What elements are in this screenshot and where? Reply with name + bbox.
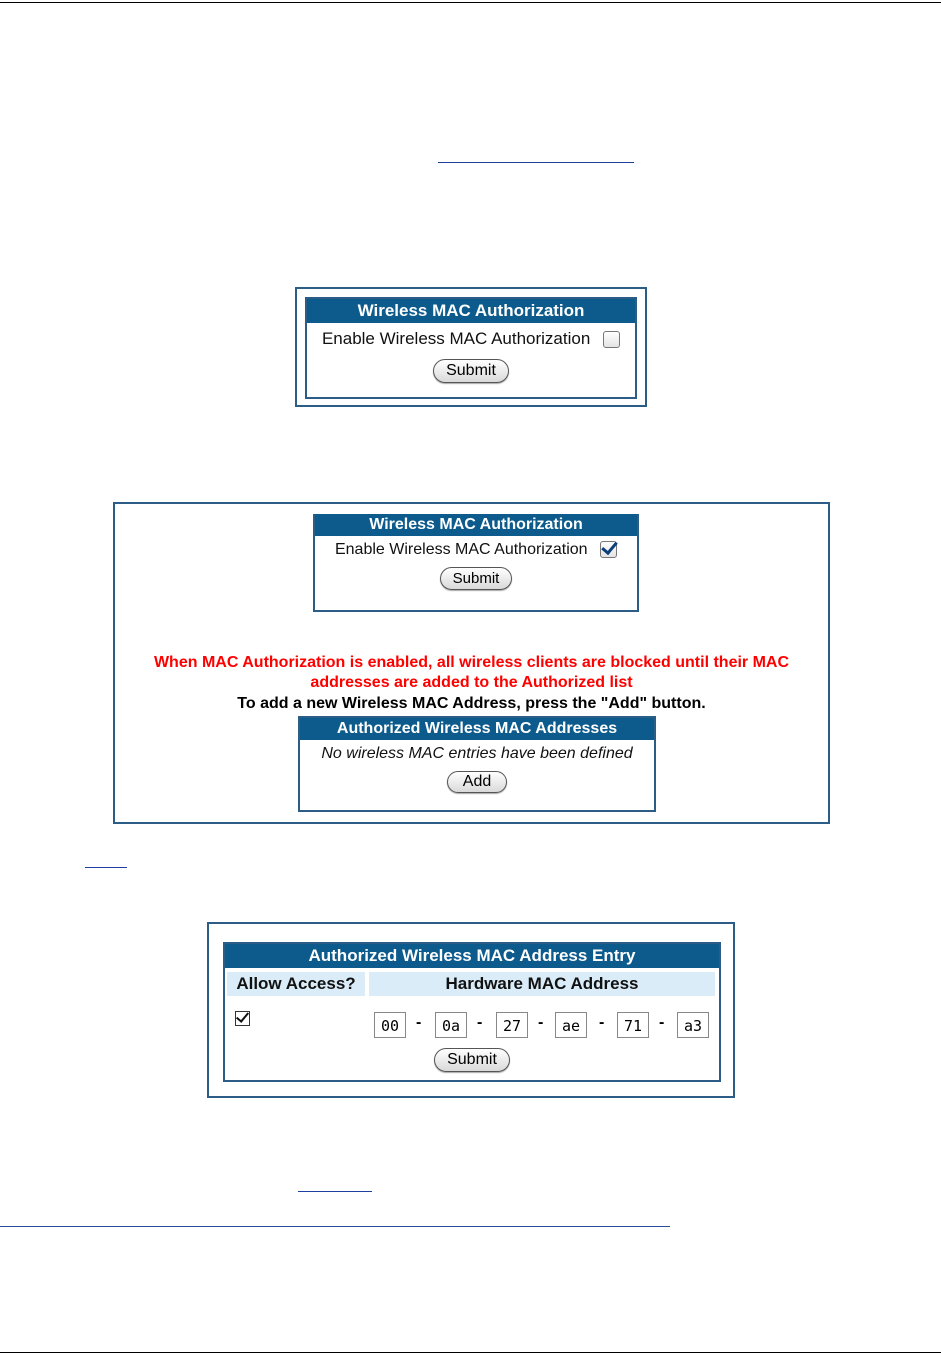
mac-octet-5[interactable]: 71	[617, 1012, 649, 1038]
submit-row	[225, 1048, 719, 1072]
allow-access-header: Allow Access?	[227, 972, 365, 996]
mac-auth-panel	[305, 297, 637, 399]
mac-entry-panel	[223, 942, 721, 1082]
submit-button[interactable]: Submit	[434, 1048, 510, 1072]
submit-button[interactable]: Submit	[433, 359, 509, 383]
panel-title: Wireless MAC Authorization	[307, 299, 635, 323]
add-button[interactable]: Add	[447, 771, 507, 793]
list-title: Authorized Wireless MAC Addresses	[300, 718, 654, 740]
empty-message: No wireless MAC entries have been defined	[321, 745, 633, 762]
bottom-rule	[0, 1352, 941, 1353]
section-underline	[0, 1226, 670, 1227]
link-underline-2[interactable]	[85, 867, 127, 868]
submit-button[interactable]: Submit	[440, 567, 513, 590]
mac-separator: -	[659, 1014, 665, 1031]
enable-label: Enable Wireless MAC Authorization	[334, 541, 588, 558]
authorized-list-panel	[298, 716, 656, 812]
enable-checkbox[interactable]	[600, 541, 617, 558]
mac-separator: -	[599, 1014, 605, 1031]
submit-row	[307, 359, 635, 383]
mac-octet-3[interactable]: 27	[496, 1012, 528, 1038]
panel-title: Authorized Wireless MAC Address Entry	[225, 944, 719, 968]
enable-checkbox[interactable]	[603, 331, 620, 348]
mac-octet-4[interactable]: ae	[555, 1012, 587, 1038]
hardware-mac-header: Hardware MAC Address	[369, 972, 715, 996]
screenshot-frame-entry	[207, 922, 735, 1098]
panel-title: Wireless MAC Authorization	[315, 514, 637, 536]
warning-line-1: When MAC Authorization is enabled, all wireless clients are blocked until their MAC	[153, 654, 790, 671]
mac-separator: -	[477, 1014, 483, 1031]
warning-line-2: addresses are added to the Authorized list	[310, 674, 633, 691]
submit-row	[315, 567, 637, 590]
mac-octet-2[interactable]: 0a	[435, 1012, 467, 1038]
mac-separator: -	[538, 1014, 544, 1031]
mac-separator: -	[416, 1014, 422, 1031]
allow-access-checkbox[interactable]	[235, 1011, 250, 1026]
mac-octet-6[interactable]: a3	[677, 1012, 709, 1038]
mac-octet-1[interactable]: 00	[374, 1012, 406, 1038]
add-hint: To add a new Wireless MAC Address, press the "Add" button.	[237, 695, 706, 712]
enable-label: Enable Wireless MAC Authorization	[321, 329, 591, 348]
enable-row	[307, 329, 635, 349]
enable-row	[315, 541, 637, 559]
mac-auth-panel	[313, 514, 639, 612]
add-row	[300, 771, 654, 793]
link-underline-3[interactable]	[298, 1191, 372, 1192]
link-underline-1[interactable]	[438, 162, 634, 163]
screenshot-frame-enabled	[113, 502, 830, 824]
top-rule	[0, 2, 941, 3]
screenshot-frame-disabled	[295, 287, 647, 407]
